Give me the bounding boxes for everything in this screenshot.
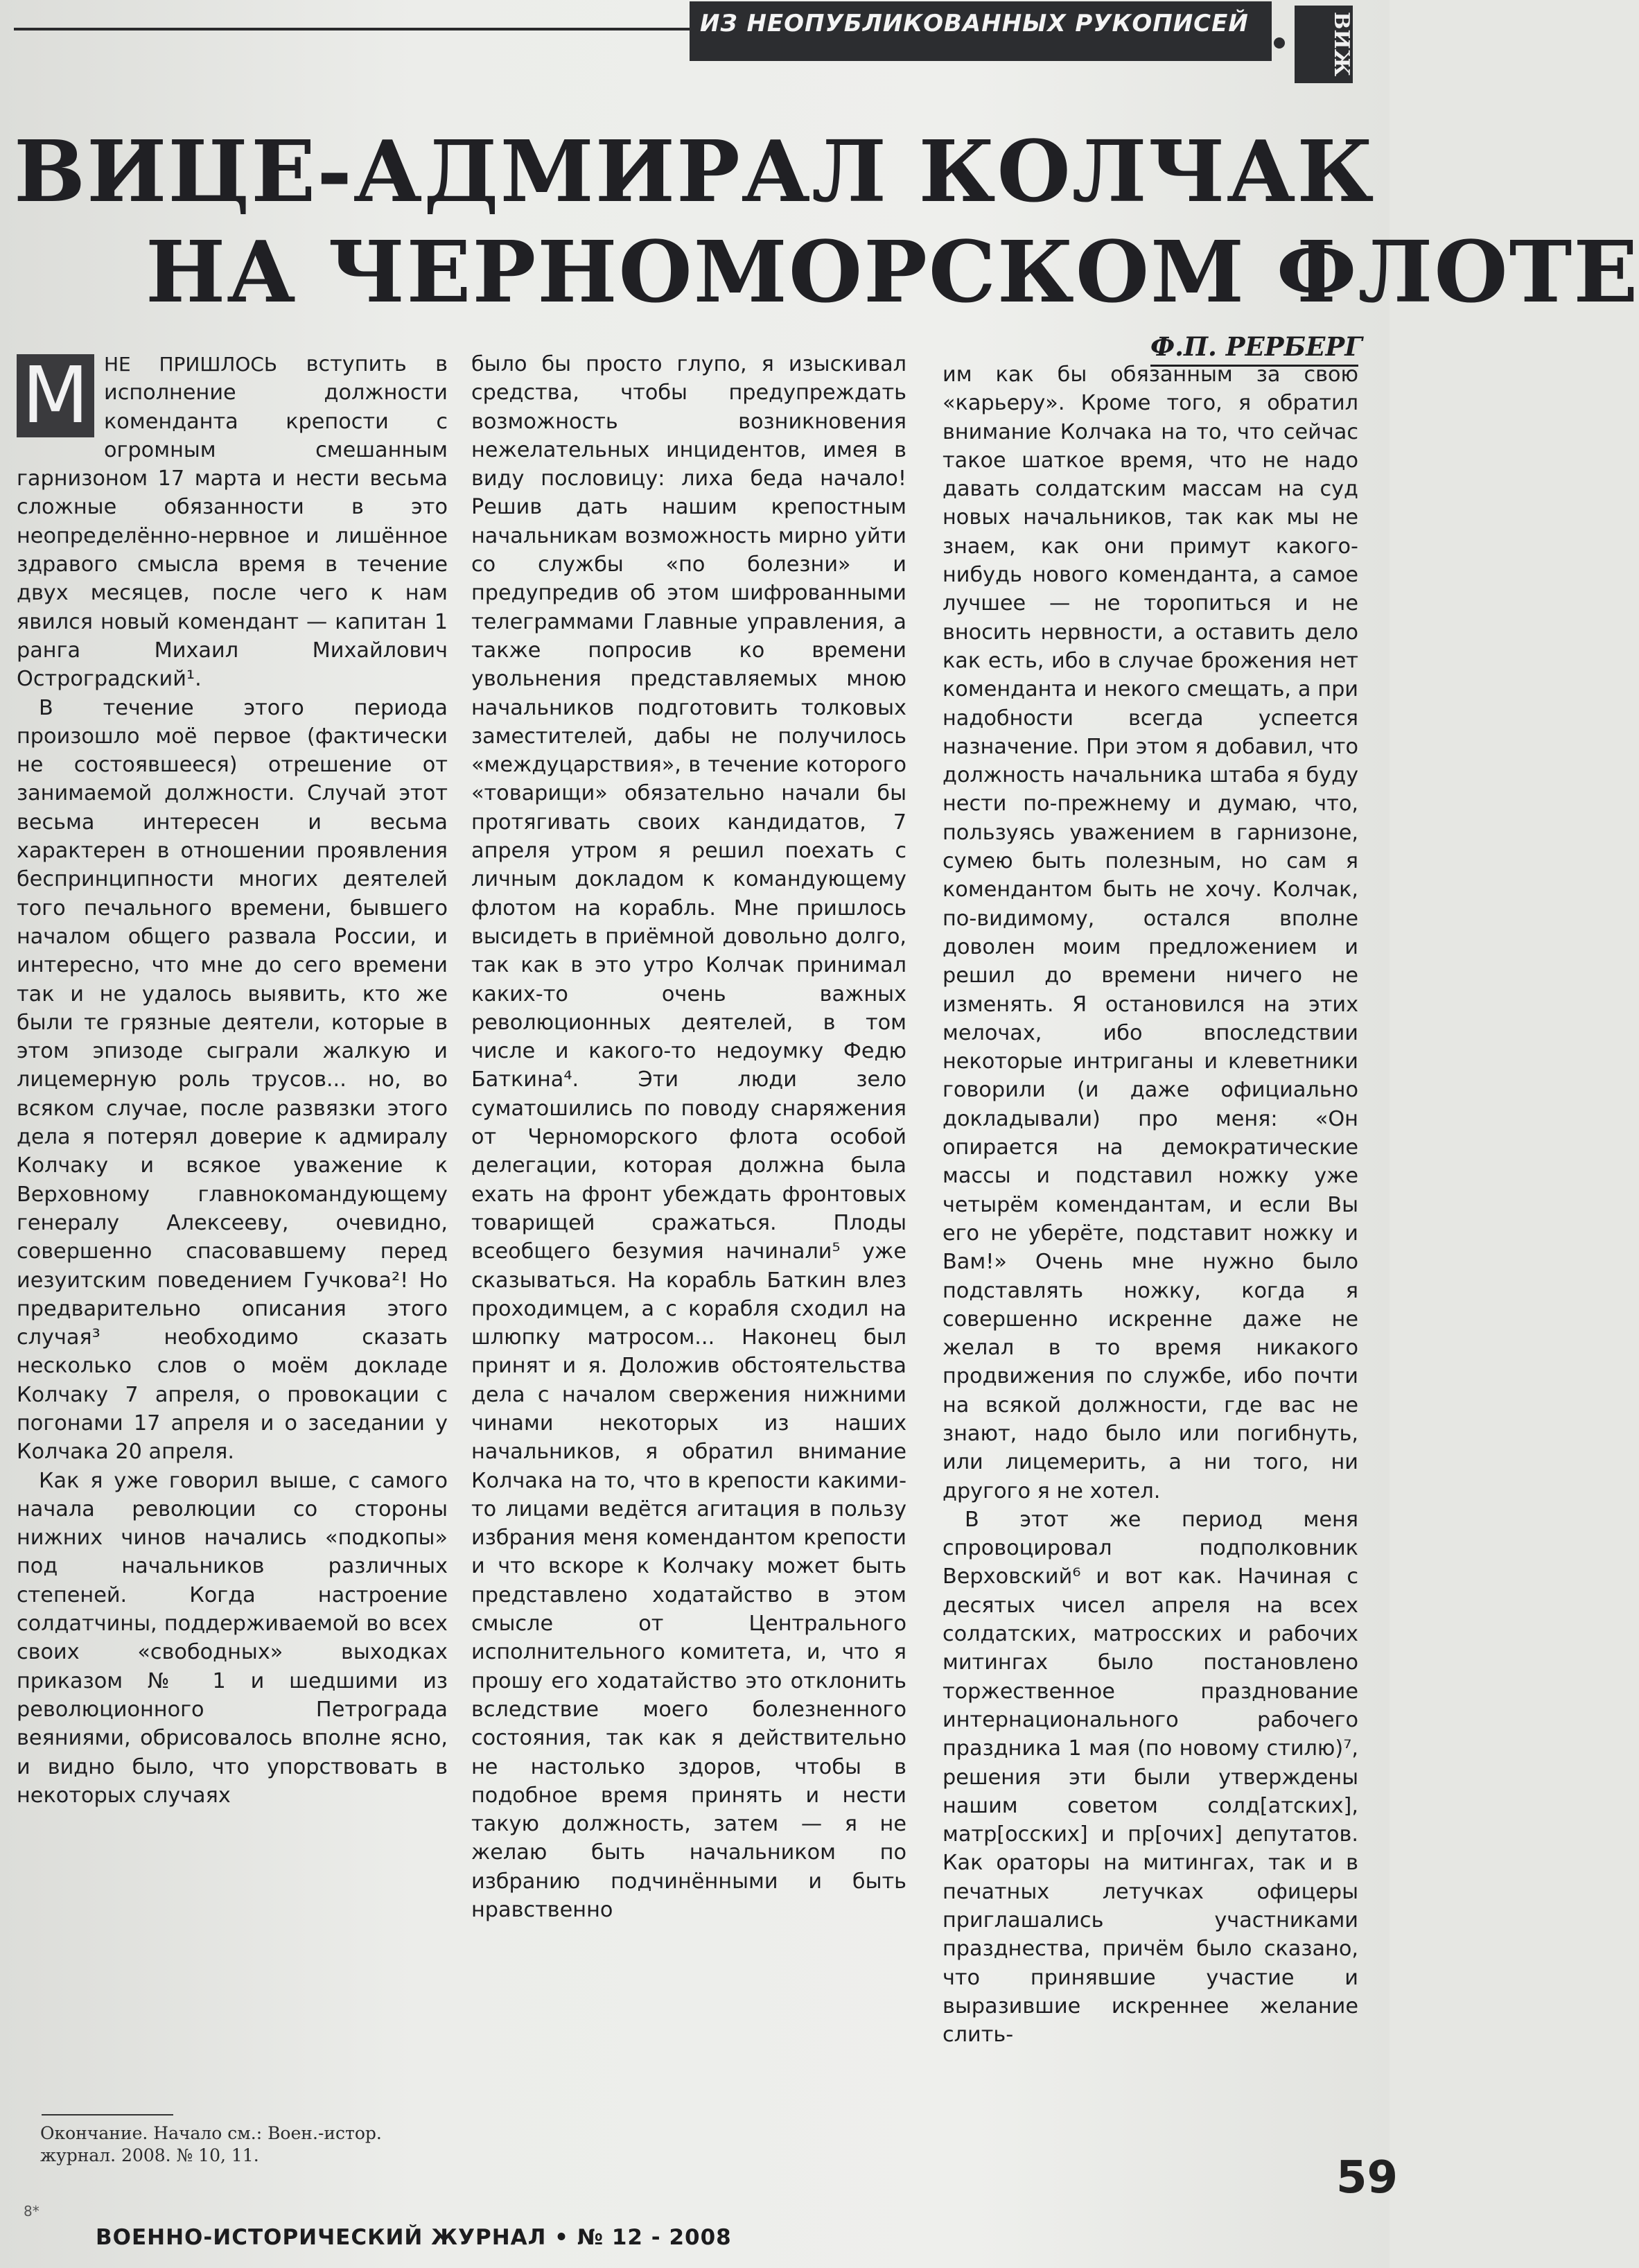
- drop-cap: М: [17, 354, 94, 437]
- text-column-3: [943, 360, 1358, 2050]
- footnote: Окончание. Начало см.: Воен.-истор. журнал. 2008. № 10, 11.: [40, 2123, 382, 2165]
- article-title-line-2: НА ЧЕРНОМОРСКОМ ФЛОТЕ: [146, 222, 1639, 322]
- footnote-rule: [42, 2114, 173, 2116]
- signature-mark: 8*: [24, 2203, 40, 2219]
- journal-logo-text: ВИЖ: [1329, 12, 1353, 77]
- paragraph: В течение этого периода произошло моё первое (фактически не состоявшееся) отрешение от занимаемой должности. Случай этот весьма интересен и весьма характерен в отношении проявления беспринципности многих деятелей того печального времени, бывшего началом общего развала России, и интересно, что мне до сего времени так и не удалось выявить, кто же были те грязные деятели, которые в этом эпизоде сыграли жалкую и лицемерную роль трусов... но, во всяком случае, после развязки этого дела я потерял доверие к адмиралу Колчаку и всякое уважение к Верховному главнокомандующему генералу Алексееву, очевидно, совершенно спасовавшему перед иезуитским поведением Гучкова²! Но предварительно описания этого случая³ необходимо сказать несколько слов о моём докладе Колчаку 7 апреля, о провокации с погонами 17 апреля и о заседании у Колчака 20 апреля.: [17, 695, 448, 1465]
- article-title-line-1: ВИЦЕ-АДМИРАЛ КОЛЧАК: [14, 121, 1376, 221]
- paragraph: им как бы обязанным за свою «карьеру». Кроме того, я обратил внимание Колчака на то, что сейчас такое шаткое время, что не надо давать солдатским массам на суд новых начальников, так как мы не знаем, как они примут какого-нибудь нового коменданта, а самое лучшее — не торопиться и не вносить нервности, а оставить дело как есть, ибо в случае брожения нет коменданта и некого смещать, а при надобности всегда успеется назначение. При этом я добавил, что должность начальника штаба я буду нести по-прежнему и думаю, что, пользуясь уважением в гарнизоне, сумею быть полезным, но сам я комендантом быть не хочу. Колчак, по-видимому, остался вполне доволен моим предложением и решил до времени ничего не изменять. Я остановился на этих мелочах, ибо впоследствии некоторые интриганы и клеветники говорили (и даже официально докладывали) про меня: «Он опирается на демократические массы и подставил ножку уже четырём комендантам, и если Вы его не уберёте, подставит ножку и Вам!» Очень мне нужно было подставлять ножку, когда я совершенно искренне даже не желал в то время никакого продвижения по службе, ибо почти на всякой должности, где вас не знают, надо было или погибнуть, или лицемерить, а ни того, ни другого я не хотел.: [943, 363, 1358, 1503]
- paragraph: Как я уже говорил выше, с самого начала революции со стороны нижних чинов начались «подкопы» под начальников различных степеней. Когда настроение солдатчины, поддерживаемой во всех своих «свободных» выходках приказом № 1 и шедшими из революционного Петрограда веяниями, обрисовалось вполне ясно, и видно было, что упорствовать в некоторых случаях: [17, 1468, 448, 1808]
- paragraph: В этот же период меня спровоцировал подполковник Верховский⁶ и вот как. Начиная с десятых чисел апреля на всех солдатских, матросских и рабочих митингах было постановлено торжественное празднование интернационального рабочего праздника 1 мая (по новому стилю)⁷, решения эти были утверждены нашим советом солд[атских], матр[осских] и пр[очих] депутатов. Как ораторы на митингах, так и в печатных летучках офицеры приглашались участниками празднества, причём было сказано, что принявшие участие и выразившие искреннее желание слить-: [943, 1507, 1358, 2048]
- text-column-1: [17, 350, 448, 1810]
- text-column-2: [471, 350, 906, 1924]
- lead-in-words: НЕ ПРИШЛОСЬ: [104, 353, 278, 376]
- paragraph-text: вступить в исполнение должности коменданта крепости с огромным смешанным гарнизоном 17 марта и нести весьма сложные обязанности в это неопределённо-нервное и лишённое здравого смысла время в течение двух месяцев, после чего к нам явился новый комендант — капитан 1 ранга Михаил Михайлович Остроградский¹.: [17, 352, 448, 692]
- paragraph: [17, 350, 448, 694]
- paragraph: было бы просто глупо, я изыскивал средства, чтобы предупреждать возможность возникновения нежелательных инцидентов, имея в виду пословицу: лиха беда начало! Решив дать нашим крепостным начальникам возможность мирно уйти со службы «по болезни» и предупредив об этом шифрованными телеграммами Главные управления, а также попросив ко времени увольнения представляемых мною начальников подготовить толковых заместителей, дабы не получилось «междуцарствия», в течение которого «товарищи» обязательно начали бы протягивать своих кандидатов, 7 апреля утром я решил поехать с личным докладом к командующему флотом на корабль. Мне пришлось высидеть в приёмной довольно долго, так как в это утро Колчак принимал каких-то очень важных революционных деятелей, в том числе и какого-то недоумку Федю Баткина⁴. Эти люди зело суматошились по поводу снаряжения от Черноморского флота особой делегации, которая должна была ехать на фронт убеждать фронтовых товарищей сражаться. Плоды всеобщего безумия начинали⁵ уже сказываться. На корабль Баткин влез проходимцем, а с корабля сходил на шлюпку матросом... Наконец был принят и я. Доложив обстоятельства дела с началом свержения нижними чинами некоторых из наших начальников, я обратил внимание Колчака на то, что в крепости какими-то лицами ведётся агитация в пользу избрания меня комендантом крепости и что вскоре к Колчаку может быть представлено ходатайство в этом смысле от Центрального исполнительного комитета, и, что я прошу его ходатайство это отклонить вследствие моего болезненного состояния, так как я действительно не настолько здоров, чтобы в подобное время принять и нести такую должность, затем — я не желаю быть начальником по избранию подчинёнными и быть нравственно: [471, 352, 906, 1923]
- footer-journal-title: ВОЕННО-ИСТОРИЧЕСКИЙ ЖУРНАЛ • № 12 - 2008: [96, 2225, 732, 2250]
- article-author: Ф.П. РЕРБЕРГ: [1150, 331, 1362, 362]
- rubric-bullet-icon: [1274, 37, 1285, 49]
- rubric-rule: [14, 28, 690, 30]
- page-number: 59: [1336, 2152, 1399, 2204]
- rubric-title: ИЗ НЕОПУБЛИКОВАННЫХ РУКОПИСЕЙ: [700, 10, 1249, 37]
